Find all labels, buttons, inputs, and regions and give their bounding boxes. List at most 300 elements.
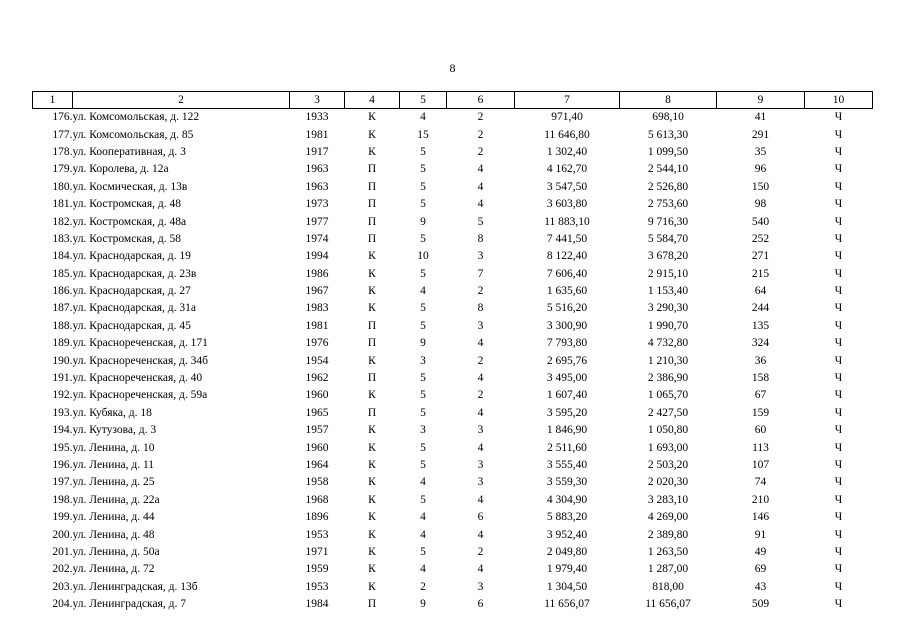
cell-row-number: 176. xyxy=(52,111,73,124)
cell-address: ул. Краснодарская, д. 45 xyxy=(72,319,191,332)
cell-address: ул. Комсомольская, д. 85 xyxy=(72,128,194,141)
cell-residents: 69 xyxy=(754,563,767,576)
cell-wall-material: К xyxy=(368,111,376,124)
cell-residents: 271 xyxy=(751,250,770,263)
cell-total-area: 11 883,10 xyxy=(544,215,590,228)
cell-row-number: 185. xyxy=(52,267,73,280)
cell-ownership: Ч xyxy=(834,198,843,211)
cell-entrances: 4 xyxy=(477,563,484,576)
table-row xyxy=(33,144,873,161)
cell-wall-material: П xyxy=(367,198,377,211)
cell-floors: 9 xyxy=(420,337,426,350)
cell-floors: 5 xyxy=(420,441,426,454)
cell-wall-material: К xyxy=(368,545,376,558)
cell-floors: 10 xyxy=(417,250,429,263)
cell-ownership: Ч xyxy=(834,337,843,350)
cell-year-built: 1953 xyxy=(305,528,329,541)
cell-address: ул. Ленина, д. 72 xyxy=(72,563,155,576)
cell-entrances: 3 xyxy=(477,476,484,489)
cell-address: ул. Королева, д. 12а xyxy=(72,163,169,176)
cell-ownership: Ч xyxy=(834,406,843,419)
header-col-1: 1 xyxy=(33,92,73,109)
table-row xyxy=(33,248,873,265)
cell-entrances: 3 xyxy=(477,250,484,263)
cell-row-number: 199. xyxy=(52,511,73,524)
cell-residents: 324 xyxy=(751,337,770,350)
cell-living-area: 9 716,30 xyxy=(647,215,689,228)
cell-row-number: 193. xyxy=(52,406,73,419)
cell-residents: 159 xyxy=(751,406,770,419)
cell-year-built: 1974 xyxy=(305,232,329,245)
cell-floors: 5 xyxy=(420,406,426,419)
cell-total-area: 1 635,60 xyxy=(546,285,588,298)
table-row xyxy=(33,492,873,509)
cell-ownership: Ч xyxy=(834,580,843,593)
cell-ownership: Ч xyxy=(834,511,843,524)
cell-row-number: 178. xyxy=(52,145,73,158)
cell-address: ул. Кутузова, д. 3 xyxy=(72,424,157,437)
cell-wall-material: П xyxy=(367,319,377,332)
cell-row-number: 180. xyxy=(52,180,73,193)
cell-row-number: 181. xyxy=(52,198,73,211)
cell-ownership: Ч xyxy=(834,441,843,454)
cell-living-area: 1 263,50 xyxy=(647,545,689,558)
cell-entrances: 2 xyxy=(477,354,484,367)
cell-floors: 5 xyxy=(420,232,426,245)
header-col-2: 2 xyxy=(73,92,290,109)
cell-entrances: 3 xyxy=(477,459,484,471)
cell-row-number: 189. xyxy=(52,337,73,350)
cell-wall-material: П xyxy=(367,337,377,350)
table-body xyxy=(33,109,873,614)
header-row xyxy=(33,92,873,109)
cell-row-number: 190. xyxy=(52,354,73,367)
cell-year-built: 1984 xyxy=(305,598,329,611)
cell-living-area: 3 283,10 xyxy=(647,493,689,506)
cell-total-area: 2 511,60 xyxy=(547,441,587,454)
cell-residents: 96 xyxy=(754,163,767,176)
cell-address: ул. Ленина, д. 11 xyxy=(72,459,155,471)
cell-year-built: 1967 xyxy=(305,285,329,298)
cell-year-built: 1973 xyxy=(305,198,329,211)
cell-address: ул. Космическая, д. 13в xyxy=(72,180,188,193)
cell-residents: 35 xyxy=(754,145,767,158)
cell-living-area: 2 503,20 xyxy=(647,459,689,471)
cell-ownership: Ч xyxy=(834,372,843,385)
table-row xyxy=(33,544,873,561)
cell-floors: 5 xyxy=(420,198,426,211)
cell-total-area: 3 555,40 xyxy=(546,459,588,471)
housing-register-table xyxy=(32,91,873,613)
cell-floors: 3 xyxy=(420,424,426,437)
cell-ownership: Ч xyxy=(834,285,843,298)
cell-entrances: 8 xyxy=(477,302,484,315)
table-row xyxy=(33,318,873,335)
cell-address: ул. Ленина, д. 22а xyxy=(72,493,160,506)
header-col-10: 10 xyxy=(805,92,873,109)
cell-living-area: 1 065,70 xyxy=(647,389,689,402)
cell-entrances: 3 xyxy=(477,580,484,593)
cell-living-area: 1 693,00 xyxy=(647,441,689,454)
cell-address: ул. Краснодарская, д. 23в xyxy=(72,267,197,280)
table-row xyxy=(33,457,873,474)
cell-residents: 540 xyxy=(751,215,770,228)
cell-row-number: 197. xyxy=(52,476,73,489)
cell-ownership: Ч xyxy=(834,389,843,402)
table-row xyxy=(33,126,873,143)
cell-floors: 4 xyxy=(420,285,426,298)
cell-residents: 74 xyxy=(754,476,767,489)
cell-total-area: 5 883,20 xyxy=(546,511,588,524)
cell-living-area: 2 526,80 xyxy=(647,180,689,193)
cell-wall-material: К xyxy=(368,250,376,263)
cell-ownership: Ч xyxy=(834,493,843,506)
cell-address: ул. Краснореченская, д. 59а xyxy=(72,389,208,402)
cell-year-built: 1957 xyxy=(305,424,329,437)
cell-living-area: 1 990,70 xyxy=(647,319,689,332)
cell-row-number: 204. xyxy=(52,598,73,611)
cell-row-number: 184. xyxy=(52,250,73,263)
cell-entrances: 6 xyxy=(477,511,484,524)
cell-residents: 291 xyxy=(751,128,770,141)
cell-entrances: 4 xyxy=(477,493,484,506)
cell-wall-material: П xyxy=(367,163,377,176)
table-row xyxy=(33,213,873,230)
cell-living-area: 1 099,50 xyxy=(647,145,689,158)
cell-row-number: 194. xyxy=(52,424,73,437)
cell-total-area: 4 304,90 xyxy=(546,493,588,506)
cell-residents: 98 xyxy=(754,198,767,211)
table-row xyxy=(33,370,873,387)
cell-year-built: 1896 xyxy=(305,511,329,524)
cell-address: ул. Ленинградская, д. 7 xyxy=(72,598,186,611)
cell-residents: 135 xyxy=(751,319,770,332)
cell-ownership: Ч xyxy=(834,545,843,558)
cell-floors: 5 xyxy=(420,302,426,315)
cell-total-area: 7 441,50 xyxy=(546,232,588,245)
cell-living-area: 1 287,00 xyxy=(647,563,689,576)
cell-year-built: 1933 xyxy=(305,111,329,124)
cell-address: ул. Краснореченская, д. 40 xyxy=(72,372,203,385)
table-row xyxy=(33,179,873,196)
cell-row-number: 198. xyxy=(52,493,73,506)
cell-total-area: 3 559,30 xyxy=(546,476,588,489)
cell-ownership: Ч xyxy=(834,302,843,315)
table-row xyxy=(33,579,873,596)
cell-living-area: 2 389,80 xyxy=(647,528,689,541)
cell-address: ул. Краснодарская, д. 31а xyxy=(72,302,197,315)
cell-wall-material: К xyxy=(368,389,376,402)
cell-total-area: 7 793,80 xyxy=(546,337,588,350)
cell-wall-material: К xyxy=(368,441,376,454)
cell-total-area: 3 603,80 xyxy=(546,198,588,211)
cell-wall-material: П xyxy=(367,232,377,245)
cell-entrances: 4 xyxy=(477,337,484,350)
cell-wall-material: П xyxy=(367,180,377,193)
cell-address: ул. Краснодарская, д. 27 xyxy=(72,285,191,298)
cell-residents: 41 xyxy=(754,111,767,124)
header-col-9: 9 xyxy=(717,92,805,109)
cell-year-built: 1960 xyxy=(305,389,329,402)
cell-residents: 158 xyxy=(751,372,770,385)
cell-living-area: 818,00 xyxy=(652,580,684,593)
cell-total-area: 3 952,40 xyxy=(546,528,588,541)
cell-living-area: 698,10 xyxy=(652,111,684,124)
table-row xyxy=(33,596,873,613)
cell-year-built: 1963 xyxy=(305,180,329,193)
cell-year-built: 1983 xyxy=(305,302,329,315)
cell-wall-material: К xyxy=(368,563,376,576)
cell-wall-material: К xyxy=(368,580,376,593)
cell-entrances: 2 xyxy=(477,389,484,402)
cell-year-built: 1963 xyxy=(305,163,329,176)
cell-ownership: Ч xyxy=(834,250,843,263)
cell-entrances: 3 xyxy=(477,424,484,437)
cell-address: ул. Ленина, д. 50а xyxy=(72,545,160,558)
table-row xyxy=(33,474,873,491)
cell-living-area: 2 753,60 xyxy=(647,198,689,211)
cell-row-number: 186. xyxy=(52,285,73,298)
cell-year-built: 1962 xyxy=(305,372,329,385)
header-col-4: 4 xyxy=(345,92,400,109)
cell-floors: 5 xyxy=(420,145,426,158)
cell-row-number: 187. xyxy=(52,302,73,315)
cell-address: ул. Кооперативная, д. 3 xyxy=(72,145,186,158)
cell-wall-material: К xyxy=(368,511,376,524)
cell-wall-material: К xyxy=(368,354,376,367)
cell-living-area: 5 613,30 xyxy=(647,128,689,141)
cell-floors: 3 xyxy=(420,354,426,367)
cell-living-area: 4 732,80 xyxy=(647,337,689,350)
cell-floors: 15 xyxy=(417,128,429,141)
cell-living-area: 3 290,30 xyxy=(647,302,689,315)
cell-row-number: 191. xyxy=(52,372,73,385)
cell-residents: 113 xyxy=(752,441,769,454)
header-col-7: 7 xyxy=(515,92,620,109)
cell-total-area: 11 656,07 xyxy=(544,598,590,611)
cell-floors: 2 xyxy=(420,580,426,593)
cell-residents: 150 xyxy=(751,180,770,193)
cell-floors: 4 xyxy=(420,563,426,576)
cell-row-number: 177. xyxy=(52,128,73,141)
cell-entrances: 4 xyxy=(477,441,484,454)
cell-address: ул. Комсомольская, д. 122 xyxy=(72,111,200,124)
cell-year-built: 1981 xyxy=(305,128,329,141)
cell-ownership: Ч xyxy=(834,232,843,245)
cell-ownership: Ч xyxy=(834,145,843,158)
cell-floors: 5 xyxy=(420,389,426,402)
cell-address: ул. Ленина, д. 48 xyxy=(72,528,155,541)
cell-total-area: 2 049,80 xyxy=(546,545,588,558)
cell-wall-material: К xyxy=(368,424,376,437)
cell-floors: 9 xyxy=(420,598,426,611)
cell-ownership: Ч xyxy=(834,180,843,193)
cell-entrances: 2 xyxy=(477,145,484,158)
cell-address: ул. Ленинградская, д. 13б xyxy=(72,580,198,593)
cell-wall-material: К xyxy=(368,476,376,489)
cell-total-area: 3 300,90 xyxy=(546,319,588,332)
table-header xyxy=(33,92,873,109)
cell-row-number: 202. xyxy=(52,563,73,576)
cell-year-built: 1968 xyxy=(305,493,329,506)
cell-wall-material: К xyxy=(368,302,376,315)
cell-row-number: 188. xyxy=(52,319,73,332)
cell-wall-material: П xyxy=(367,215,377,228)
cell-row-number: 200. xyxy=(52,528,73,541)
cell-floors: 4 xyxy=(420,528,426,541)
cell-floors: 5 xyxy=(420,459,426,471)
cell-ownership: Ч xyxy=(834,111,843,124)
table-row xyxy=(33,266,873,283)
cell-entrances: 2 xyxy=(477,545,484,558)
cell-floors: 5 xyxy=(420,372,426,385)
cell-living-area: 4 269,00 xyxy=(647,511,689,524)
cell-residents: 146 xyxy=(751,511,770,524)
cell-ownership: Ч xyxy=(834,459,843,471)
cell-residents: 67 xyxy=(754,389,767,402)
cell-wall-material: П xyxy=(367,406,377,419)
cell-floors: 4 xyxy=(420,511,426,524)
cell-total-area: 1 304,50 xyxy=(546,580,588,593)
cell-total-area: 3 547,50 xyxy=(546,180,588,193)
cell-ownership: Ч xyxy=(834,128,843,141)
cell-wall-material: К xyxy=(368,128,376,141)
cell-entrances: 5 xyxy=(477,215,484,228)
cell-year-built: 1964 xyxy=(305,459,329,471)
cell-address: ул. Ленина, д. 44 xyxy=(72,511,155,524)
cell-address: ул. Краснореченская, д. 171 xyxy=(72,337,208,350)
table-row xyxy=(33,422,873,439)
cell-residents: 60 xyxy=(754,424,767,437)
cell-year-built: 1959 xyxy=(305,563,329,576)
cell-residents: 244 xyxy=(751,302,770,315)
cell-row-number: 179. xyxy=(52,163,73,176)
cell-address: ул. Костромская, д. 48а xyxy=(72,215,187,228)
cell-year-built: 1986 xyxy=(305,267,329,280)
cell-floors: 5 xyxy=(420,493,426,506)
cell-year-built: 1976 xyxy=(305,337,329,350)
cell-wall-material: К xyxy=(368,285,376,298)
cell-living-area: 1 210,30 xyxy=(647,354,689,367)
table-row xyxy=(33,387,873,404)
cell-year-built: 1971 xyxy=(305,545,329,558)
cell-ownership: Ч xyxy=(834,163,843,176)
cell-ownership: Ч xyxy=(834,563,843,576)
cell-year-built: 1965 xyxy=(305,406,329,419)
cell-total-area: 1 979,40 xyxy=(546,563,588,576)
cell-address: ул. Ленина, д. 25 xyxy=(72,476,155,489)
table-row xyxy=(33,300,873,317)
cell-address: ул. Костромская, д. 58 xyxy=(72,232,181,245)
cell-ownership: Ч xyxy=(834,528,843,541)
cell-entrances: 7 xyxy=(477,267,484,280)
cell-entrances: 4 xyxy=(477,372,484,385)
cell-address: ул. Кубяка, д. 18 xyxy=(72,406,152,419)
cell-row-number: 201. xyxy=(52,545,73,558)
cell-floors: 5 xyxy=(420,267,426,280)
cell-entrances: 4 xyxy=(477,198,484,211)
cell-ownership: Ч xyxy=(834,424,843,437)
cell-total-area: 5 516,20 xyxy=(546,302,588,315)
cell-residents: 36 xyxy=(754,354,767,367)
cell-year-built: 1958 xyxy=(305,476,329,489)
cell-entrances: 2 xyxy=(477,128,484,141)
table-row xyxy=(33,526,873,543)
cell-entrances: 3 xyxy=(477,319,484,332)
cell-residents: 64 xyxy=(754,285,767,298)
cell-residents: 91 xyxy=(754,528,767,541)
table-row xyxy=(33,561,873,578)
header-col-8: 8 xyxy=(620,92,717,109)
cell-total-area: 3 595,20 xyxy=(546,406,588,419)
table-row xyxy=(33,352,873,369)
cell-total-area: 11 646,80 xyxy=(544,128,590,141)
table-row xyxy=(33,196,873,213)
cell-address: ул. Краснодарская, д. 19 xyxy=(72,250,191,263)
cell-floors: 9 xyxy=(420,215,426,228)
cell-ownership: Ч xyxy=(834,267,843,280)
cell-floors: 5 xyxy=(420,180,426,193)
cell-living-area: 1 050,80 xyxy=(647,424,689,437)
cell-wall-material: П xyxy=(367,598,377,611)
cell-address: ул. Костромская, д. 48 xyxy=(72,198,181,211)
cell-row-number: 183. xyxy=(52,232,73,245)
page-number: 8 xyxy=(449,61,456,75)
cell-living-area: 2 386,90 xyxy=(647,372,689,385)
cell-address: ул. Краснореченская, д. 34б xyxy=(72,354,208,367)
cell-ownership: Ч xyxy=(834,476,843,489)
cell-year-built: 1953 xyxy=(305,580,329,593)
cell-row-number: 196. xyxy=(52,459,73,471)
cell-living-area: 2 020,30 xyxy=(647,476,689,489)
cell-total-area: 971,40 xyxy=(551,111,583,124)
cell-entrances: 4 xyxy=(477,180,484,193)
cell-row-number: 203. xyxy=(52,580,73,593)
cell-living-area: 2 427,50 xyxy=(647,406,689,419)
header-col-6: 6 xyxy=(447,92,515,109)
cell-entrances: 4 xyxy=(477,163,484,176)
cell-residents: 252 xyxy=(751,232,770,245)
cell-residents: 107 xyxy=(751,459,770,471)
cell-year-built: 1981 xyxy=(305,319,329,332)
cell-total-area: 4 162,70 xyxy=(546,163,588,176)
cell-entrances: 2 xyxy=(477,285,484,298)
cell-address: ул. Ленина, д. 10 xyxy=(72,441,155,454)
cell-ownership: Ч xyxy=(834,215,843,228)
cell-floors: 4 xyxy=(420,111,426,124)
cell-entrances: 8 xyxy=(477,232,484,245)
cell-residents: 43 xyxy=(754,580,767,593)
cell-living-area: 5 584,70 xyxy=(647,232,689,245)
cell-residents: 509 xyxy=(751,598,770,611)
table-row xyxy=(33,283,873,300)
cell-residents: 49 xyxy=(754,545,767,558)
cell-year-built: 1994 xyxy=(305,250,329,263)
cell-floors: 5 xyxy=(420,545,426,558)
table-row xyxy=(33,109,873,127)
cell-wall-material: К xyxy=(368,145,376,158)
cell-residents: 210 xyxy=(751,493,770,506)
cell-living-area: 3 678,20 xyxy=(647,250,689,263)
table-row xyxy=(33,161,873,178)
table-row xyxy=(33,231,873,248)
cell-total-area: 3 495,00 xyxy=(546,372,588,385)
cell-year-built: 1917 xyxy=(305,145,329,158)
cell-floors: 5 xyxy=(420,319,426,332)
cell-row-number: 195. xyxy=(52,441,73,454)
table-row xyxy=(33,509,873,526)
cell-floors: 5 xyxy=(420,163,426,176)
